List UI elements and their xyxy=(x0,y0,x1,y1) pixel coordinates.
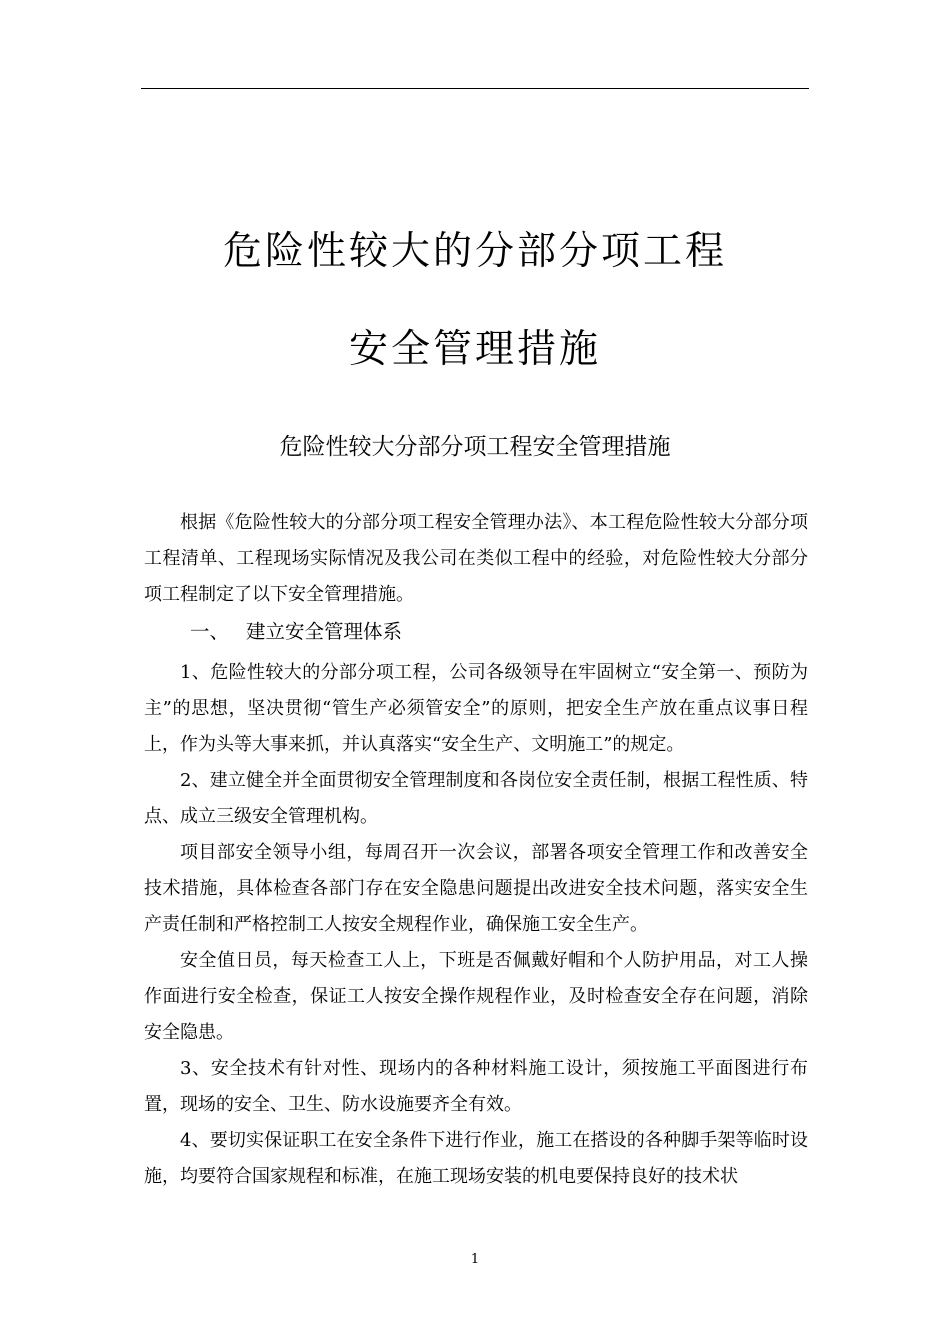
body-paragraph-6: 4、要切实保证职工在安全条件下进行作业，施工在搭设的各种脚手架等临时设施，均要符合国家规程和标准，在施工现场安装的机电要保持良好的技术状 xyxy=(144,1130,808,1187)
page-number: 1 xyxy=(470,1252,480,1267)
document-body xyxy=(144,505,808,1195)
body-paragraph-5: 3、安全技术有针对性、现场内的各种材料施工设计，须按施工平面图进行布置，现场的安全、卫生、防水设施要齐全有效。 xyxy=(144,1058,808,1115)
header-rule xyxy=(141,88,809,89)
intro-paragraph: 根据《危险性较大的分部分项工程安全管理办法》、本工程危险性较大分部分项工程清单、工程现场实际情况及我公司在类似工程中的经验，对危险性较大分部分项工程制定了以下安全管理措施。 xyxy=(144,512,808,605)
document-subtitle: 危险性较大分部分项工程安全管理措施 xyxy=(279,434,671,460)
body-paragraph-4: 安全值日员，每天检查工人上，下班是否佩戴好帽和个人防护用品，对工人操作面进行安全检查，保证工人按安全操作规程作业，及时检查安全存在问题，消除安全隐患。 xyxy=(144,950,808,1043)
document-title-line1: 危险性较大的分部分项工程 xyxy=(222,229,727,274)
section-heading xyxy=(144,614,808,650)
section-number: 一、 xyxy=(190,620,230,643)
body-paragraph-1: 1、危险性较大的分部分项工程，公司各级领导在牢固树立“安全第一、预防为主”的思想，坚决贯彻“管生产必须管安全”的原则，把安全生产放在重点议事日程上，作为头等大事来抓，并认真落实“安全生产、文明施工”的规定。 xyxy=(144,662,808,755)
document-title-line2: 安全管理措施 xyxy=(348,327,601,372)
body-paragraph-2: 2、建立健全并全面贯彻安全管理制度和各岗位安全责任制，根据工程性质、特点、成立三级安全管理机构。 xyxy=(144,770,808,827)
body-paragraph-3: 项目部安全领导小组，每周召开一次会议，部署各项安全管理工作和改善安全技术措施，具体检查各部门存在安全隐患问题提出改进安全技术问题，落实安全生产责任制和严格控制工人按安全规程作业，确保施工安全生产。 xyxy=(144,842,808,935)
section-title: 建立安全管理体系 xyxy=(246,620,403,643)
